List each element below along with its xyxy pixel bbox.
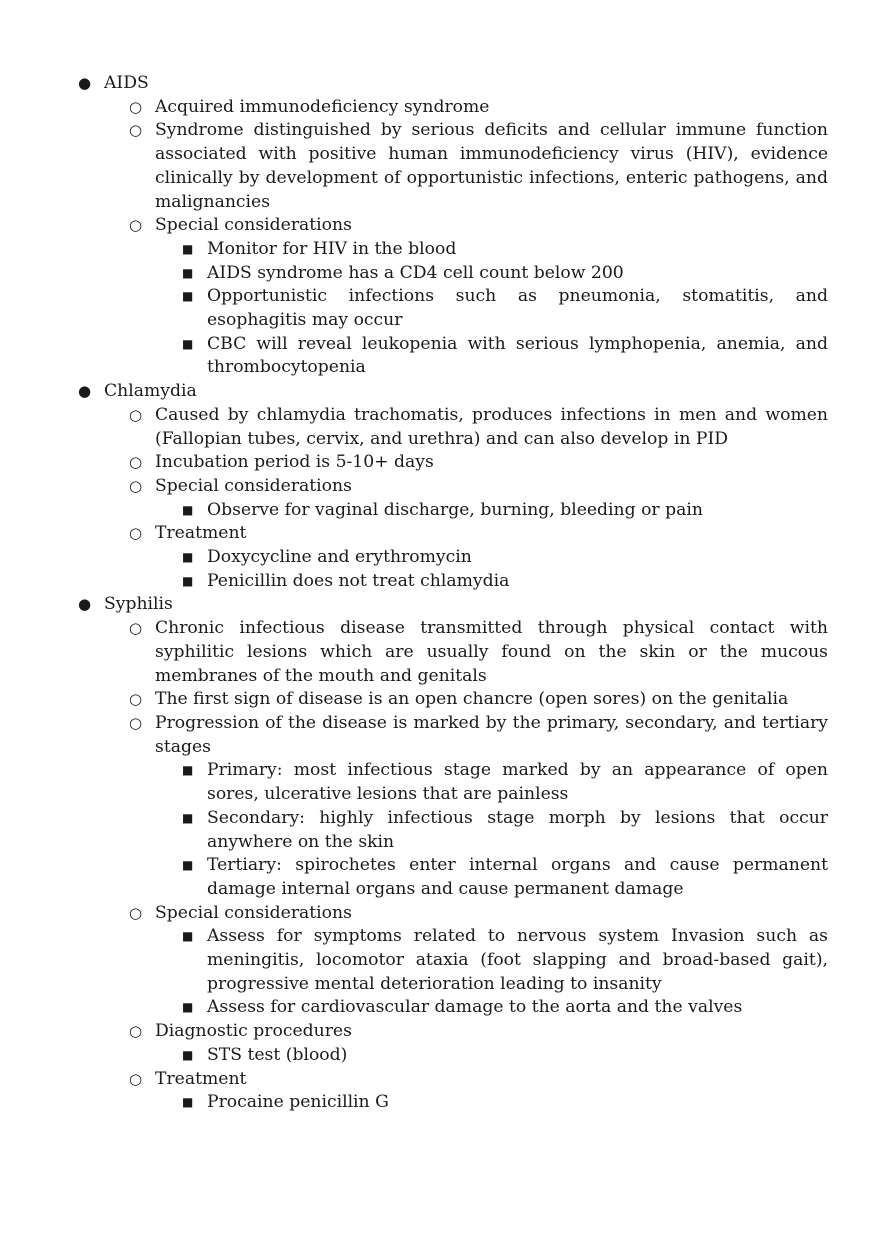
square-bullet-icon: ■ bbox=[182, 1000, 194, 1015]
square-bullet-icon: ■ bbox=[182, 763, 194, 778]
filled-circle-bullet-icon: ● bbox=[78, 74, 92, 92]
list-item bbox=[104, 1020, 828, 1067]
square-bullet-icon: ■ bbox=[182, 929, 194, 944]
list-item bbox=[104, 1068, 828, 1115]
list-item bbox=[104, 617, 828, 688]
list-item-text: Acquired immunodeficiency syndrome bbox=[155, 96, 490, 117]
list-item bbox=[104, 451, 828, 475]
sub-list-item-text: Secondary: highly infectious stage morph by lesions that occur anywhere on the skin bbox=[207, 807, 828, 852]
sub-list-item-text: Opportunistic infections such as pneumonia, stomatitis, and esophagitis may occur bbox=[207, 286, 828, 331]
square-bullet-icon: ■ bbox=[182, 810, 194, 825]
sub-list-item-text: Primary: most infectious stage marked by an appearance of open sores, ulcerative lesions that are painless bbox=[207, 760, 828, 805]
sub-list-item bbox=[155, 570, 828, 594]
sub-list-item bbox=[155, 238, 828, 262]
square-bullet-icon: ■ bbox=[182, 1047, 194, 1062]
sub-list-item bbox=[155, 1044, 828, 1068]
sub-list-item-text: Assess for cardiovascular damage to the aorta and the valves bbox=[207, 997, 743, 1018]
sub-list-item-text: Monitor for HIV in the blood bbox=[207, 238, 457, 259]
square-bullet-icon: ■ bbox=[182, 241, 194, 256]
square-bullet-icon: ■ bbox=[182, 1095, 194, 1110]
hollow-circle-bullet-icon: ○ bbox=[129, 405, 143, 424]
section-aids bbox=[78, 72, 828, 380]
hollow-circle-bullet-icon: ○ bbox=[129, 524, 143, 543]
filled-circle-bullet-icon: ● bbox=[78, 382, 92, 401]
sub-list-item bbox=[155, 499, 828, 523]
sub-list-item bbox=[155, 807, 828, 854]
sub-list-item-text: STS test (blood) bbox=[207, 1044, 348, 1065]
section-title: Chlamydia bbox=[104, 381, 197, 402]
list-item bbox=[104, 404, 828, 451]
section-syphilis bbox=[78, 593, 828, 1114]
hollow-circle-bullet-icon: ○ bbox=[129, 97, 143, 116]
list-item bbox=[104, 902, 828, 1021]
filled-circle-bullet-icon: ● bbox=[78, 595, 92, 614]
list-item-text: Treatment bbox=[155, 523, 247, 544]
list-item-text: Special considerations bbox=[155, 215, 352, 236]
sub-list-item-text: Penicillin does not treat chlamydia bbox=[207, 570, 510, 591]
square-bullet-icon: ■ bbox=[182, 573, 194, 588]
list-item bbox=[104, 712, 828, 902]
hollow-circle-bullet-icon: ○ bbox=[129, 453, 143, 472]
list-item-text: Special considerations bbox=[155, 475, 352, 496]
sub-list-item bbox=[155, 925, 828, 996]
list-item bbox=[104, 214, 828, 380]
square-bullet-icon: ■ bbox=[182, 550, 194, 565]
square-bullet-icon: ■ bbox=[182, 858, 194, 873]
list-item-text: Diagnostic procedures bbox=[155, 1021, 352, 1042]
square-bullet-icon: ■ bbox=[182, 265, 194, 280]
sub-list-item-text: Tertiary: spirochetes enter internal organs and cause permanent damage internal organs and cause permanent damage bbox=[207, 855, 828, 899]
hollow-circle-bullet-icon: ○ bbox=[129, 713, 143, 732]
list-item-text: Chronic infectious disease transmitted through physical contact with syphilitic lesions which are usually found on the skin or the mucous membranes of the mouth and genitals bbox=[155, 618, 828, 686]
list-item-text: Treatment bbox=[155, 1068, 247, 1089]
sub-list-item bbox=[155, 854, 828, 901]
sub-list-item-text: Doxycycline and erythromycin bbox=[207, 547, 472, 568]
list-item bbox=[104, 522, 828, 593]
section-title: AIDS bbox=[104, 73, 149, 93]
list-item-text: Syndrome distinguished by serious deficits and cellular immune function associated with positive human immunodeficiency virus (HIV), evidence clinically by development of opportunistic infections, enteric pathogens, and malignancies bbox=[155, 120, 828, 212]
sub-list-item-text: CBC will reveal leukopenia with serious lymphopenia, anemia, and thrombocytopenia bbox=[207, 333, 828, 378]
square-bullet-icon: ■ bbox=[182, 289, 194, 304]
sub-list-item bbox=[155, 996, 828, 1020]
list-item bbox=[104, 475, 828, 522]
outline-list bbox=[78, 72, 828, 1115]
list-item-text: Incubation period is 5-10+ days bbox=[155, 452, 434, 473]
hollow-circle-bullet-icon: ○ bbox=[129, 903, 143, 922]
list-item bbox=[104, 688, 828, 712]
list-item-text: Caused by chlamydia trachomatis, produces infections in men and women (Fallopian tubes, cervix, and urethra) and can also develop in PID bbox=[155, 404, 828, 449]
hollow-circle-bullet-icon: ○ bbox=[129, 690, 143, 709]
list-item bbox=[104, 119, 828, 214]
sub-list-item-text: Observe for vaginal discharge, burning, bleeding or pain bbox=[207, 499, 703, 520]
hollow-circle-bullet-icon: ○ bbox=[129, 476, 143, 495]
sub-list-item bbox=[155, 759, 828, 806]
hollow-circle-bullet-icon: ○ bbox=[129, 121, 143, 140]
sub-list-item-text: Assess for symptoms related to nervous system Invasion such as meningitis, locomotor ataxia (foot slapping and broad-based gait), progressive mental deterioration leading to insanity bbox=[207, 926, 828, 994]
sub-list-item-text: AIDS syndrome has a CD4 cell count below 200 bbox=[207, 262, 624, 283]
sub-list-item bbox=[155, 1091, 828, 1115]
list-item-text: Progression of the disease is marked by the primary, secondary, and tertiary stages bbox=[155, 712, 828, 757]
hollow-circle-bullet-icon: ○ bbox=[129, 1022, 143, 1041]
sub-list-item bbox=[155, 546, 828, 570]
list-item-text: The first sign of disease is an open chancre (open sores) on the genitalia bbox=[155, 689, 789, 710]
sub-list-item-text: Procaine penicillin G bbox=[207, 1092, 389, 1113]
section-chlamydia bbox=[78, 380, 828, 593]
sub-list-item bbox=[155, 333, 828, 380]
hollow-circle-bullet-icon: ○ bbox=[129, 216, 143, 235]
square-bullet-icon: ■ bbox=[182, 502, 194, 517]
sub-list-item bbox=[155, 262, 828, 286]
hollow-circle-bullet-icon: ○ bbox=[129, 619, 143, 638]
section-title: Syphilis bbox=[104, 594, 173, 615]
list-item bbox=[104, 96, 828, 120]
sub-list-item bbox=[155, 285, 828, 332]
list-item-text: Special considerations bbox=[155, 902, 352, 923]
hollow-circle-bullet-icon: ○ bbox=[129, 1069, 143, 1088]
square-bullet-icon: ■ bbox=[182, 336, 194, 351]
